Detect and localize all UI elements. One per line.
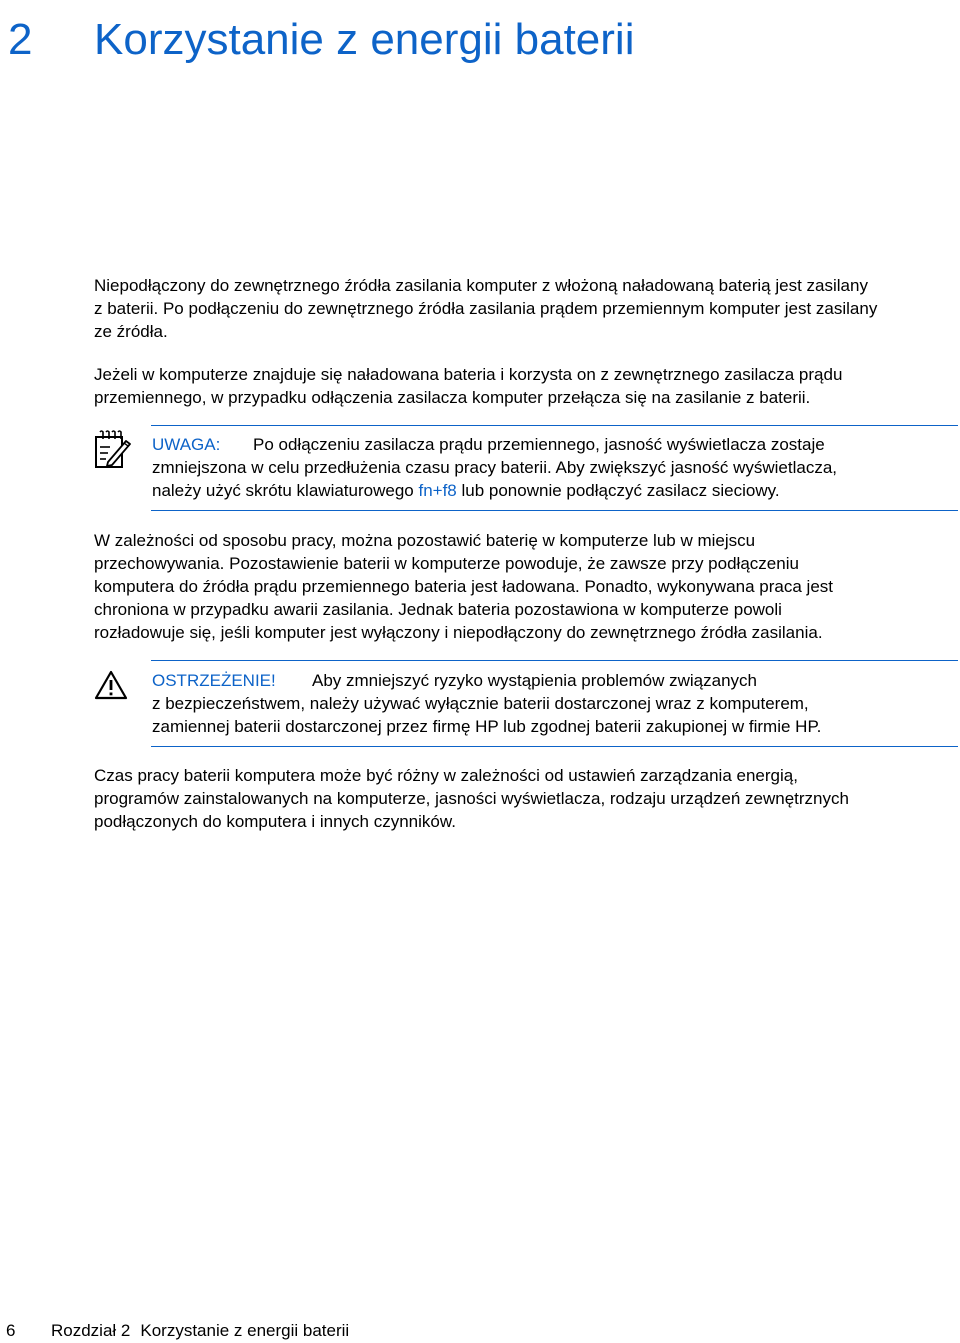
text-line: z bezpieczeństwem, należy używać wyłącznie baterii dostarczonej wraz z komputerem, bbox=[152, 694, 809, 713]
warning-icon bbox=[94, 670, 128, 700]
text-line: chroniona w przypadku awarii zasilania. Jednak bateria pozostawiona w komputerze powoli bbox=[94, 600, 782, 619]
footer-chapter-ref: Rozdział 2 bbox=[51, 1321, 131, 1340]
text-line: rozładowuje się, jeśli komputer jest wyłączony i niepodłączony do zewnętrznego źródła zasilania. bbox=[94, 623, 823, 642]
text-line: przechowywania. Pozostawienie baterii w komputerze powoduje, że zawsze przy podłączeniu bbox=[94, 554, 799, 573]
text-line: Niepodłączony do zewnętrznego źródła zasilania komputer z włożoną naładowaną baterią jest zasilany bbox=[94, 276, 868, 295]
text-line: komputera do źródła prądu przemiennego bateria jest ładowana. Ponadto, wykonywana praca jest bbox=[94, 577, 834, 596]
note-body bbox=[152, 433, 960, 502]
text-line: zmniejszona w celu przedłużenia czasu pracy baterii. Aby zwiększyć jasność wyświetlacza, bbox=[152, 458, 838, 477]
note-icon bbox=[94, 429, 132, 469]
note-label: UWAGA: bbox=[152, 435, 221, 454]
text-line: należy użyć skrótu klawiaturowego bbox=[152, 481, 419, 500]
callout-top-rule bbox=[151, 660, 958, 661]
footer-chapter-title: Korzystanie z energii baterii bbox=[140, 1321, 350, 1340]
text-line: Po odłączeniu zasilacza prądu przemiennego, jasność wyświetlacza zostaje bbox=[253, 435, 825, 454]
text-line: podłączonych do komputera i innych czynników. bbox=[94, 812, 456, 831]
battery-life-paragraph bbox=[94, 764, 960, 833]
text-line: programów zainstalowanych na komputerze, jasności wyświetlacza, rodzaju urządzeń zewnętrznych bbox=[94, 789, 849, 808]
battery-storage-paragraph bbox=[94, 529, 960, 644]
chapter-heading bbox=[8, 14, 634, 66]
keyboard-shortcut: fn+f8 bbox=[418, 481, 457, 500]
note-callout bbox=[94, 425, 960, 511]
text-line: przemiennego, w przypadku odłączenia zasilacza komputer przełącza się na zasilanie z baterii. bbox=[94, 388, 811, 407]
text-line: W zależności od sposobu pracy, można pozostawić baterię w komputerze lub w miejscu bbox=[94, 531, 756, 550]
chapter-title: Korzystanie z energii baterii bbox=[94, 15, 635, 64]
callout-bottom-rule bbox=[151, 746, 958, 747]
warning-callout bbox=[94, 660, 960, 747]
text-line: Aby zmniejszyć ryzyko wystąpienia problemów związanych bbox=[312, 671, 757, 690]
text-line: Jeżeli w komputerze znajduje się naładowana bateria i korzysta on z zewnętrznego zasilacza prądu bbox=[94, 365, 843, 384]
chapter-number: 2 bbox=[8, 15, 33, 64]
warning-label: OSTRZEŻENIE! bbox=[152, 671, 276, 690]
intro-paragraph bbox=[94, 274, 960, 343]
text-line: zamiennej baterii dostarczonej przez firmę HP lub zgodnej baterii zakupionej w firmie HP. bbox=[152, 717, 822, 736]
text-line: z baterii. Po podłączeniu do zewnętrznego źródła zasilania prądem przemiennym komputer jest zasilany bbox=[94, 299, 878, 318]
callout-bottom-rule bbox=[151, 510, 958, 511]
page-footer bbox=[6, 1320, 349, 1342]
text-line: Czas pracy baterii komputera może być różny w zależności od ustawień zarządzania energią, bbox=[94, 766, 798, 785]
battery-switch-paragraph bbox=[94, 363, 960, 409]
warning-body bbox=[152, 669, 960, 738]
page-number: 6 bbox=[6, 1321, 16, 1340]
callout-top-rule bbox=[151, 425, 958, 426]
text-line: lub ponownie podłączyć zasilacz sieciowy. bbox=[456, 481, 780, 500]
text-line: ze źródła. bbox=[94, 322, 168, 341]
